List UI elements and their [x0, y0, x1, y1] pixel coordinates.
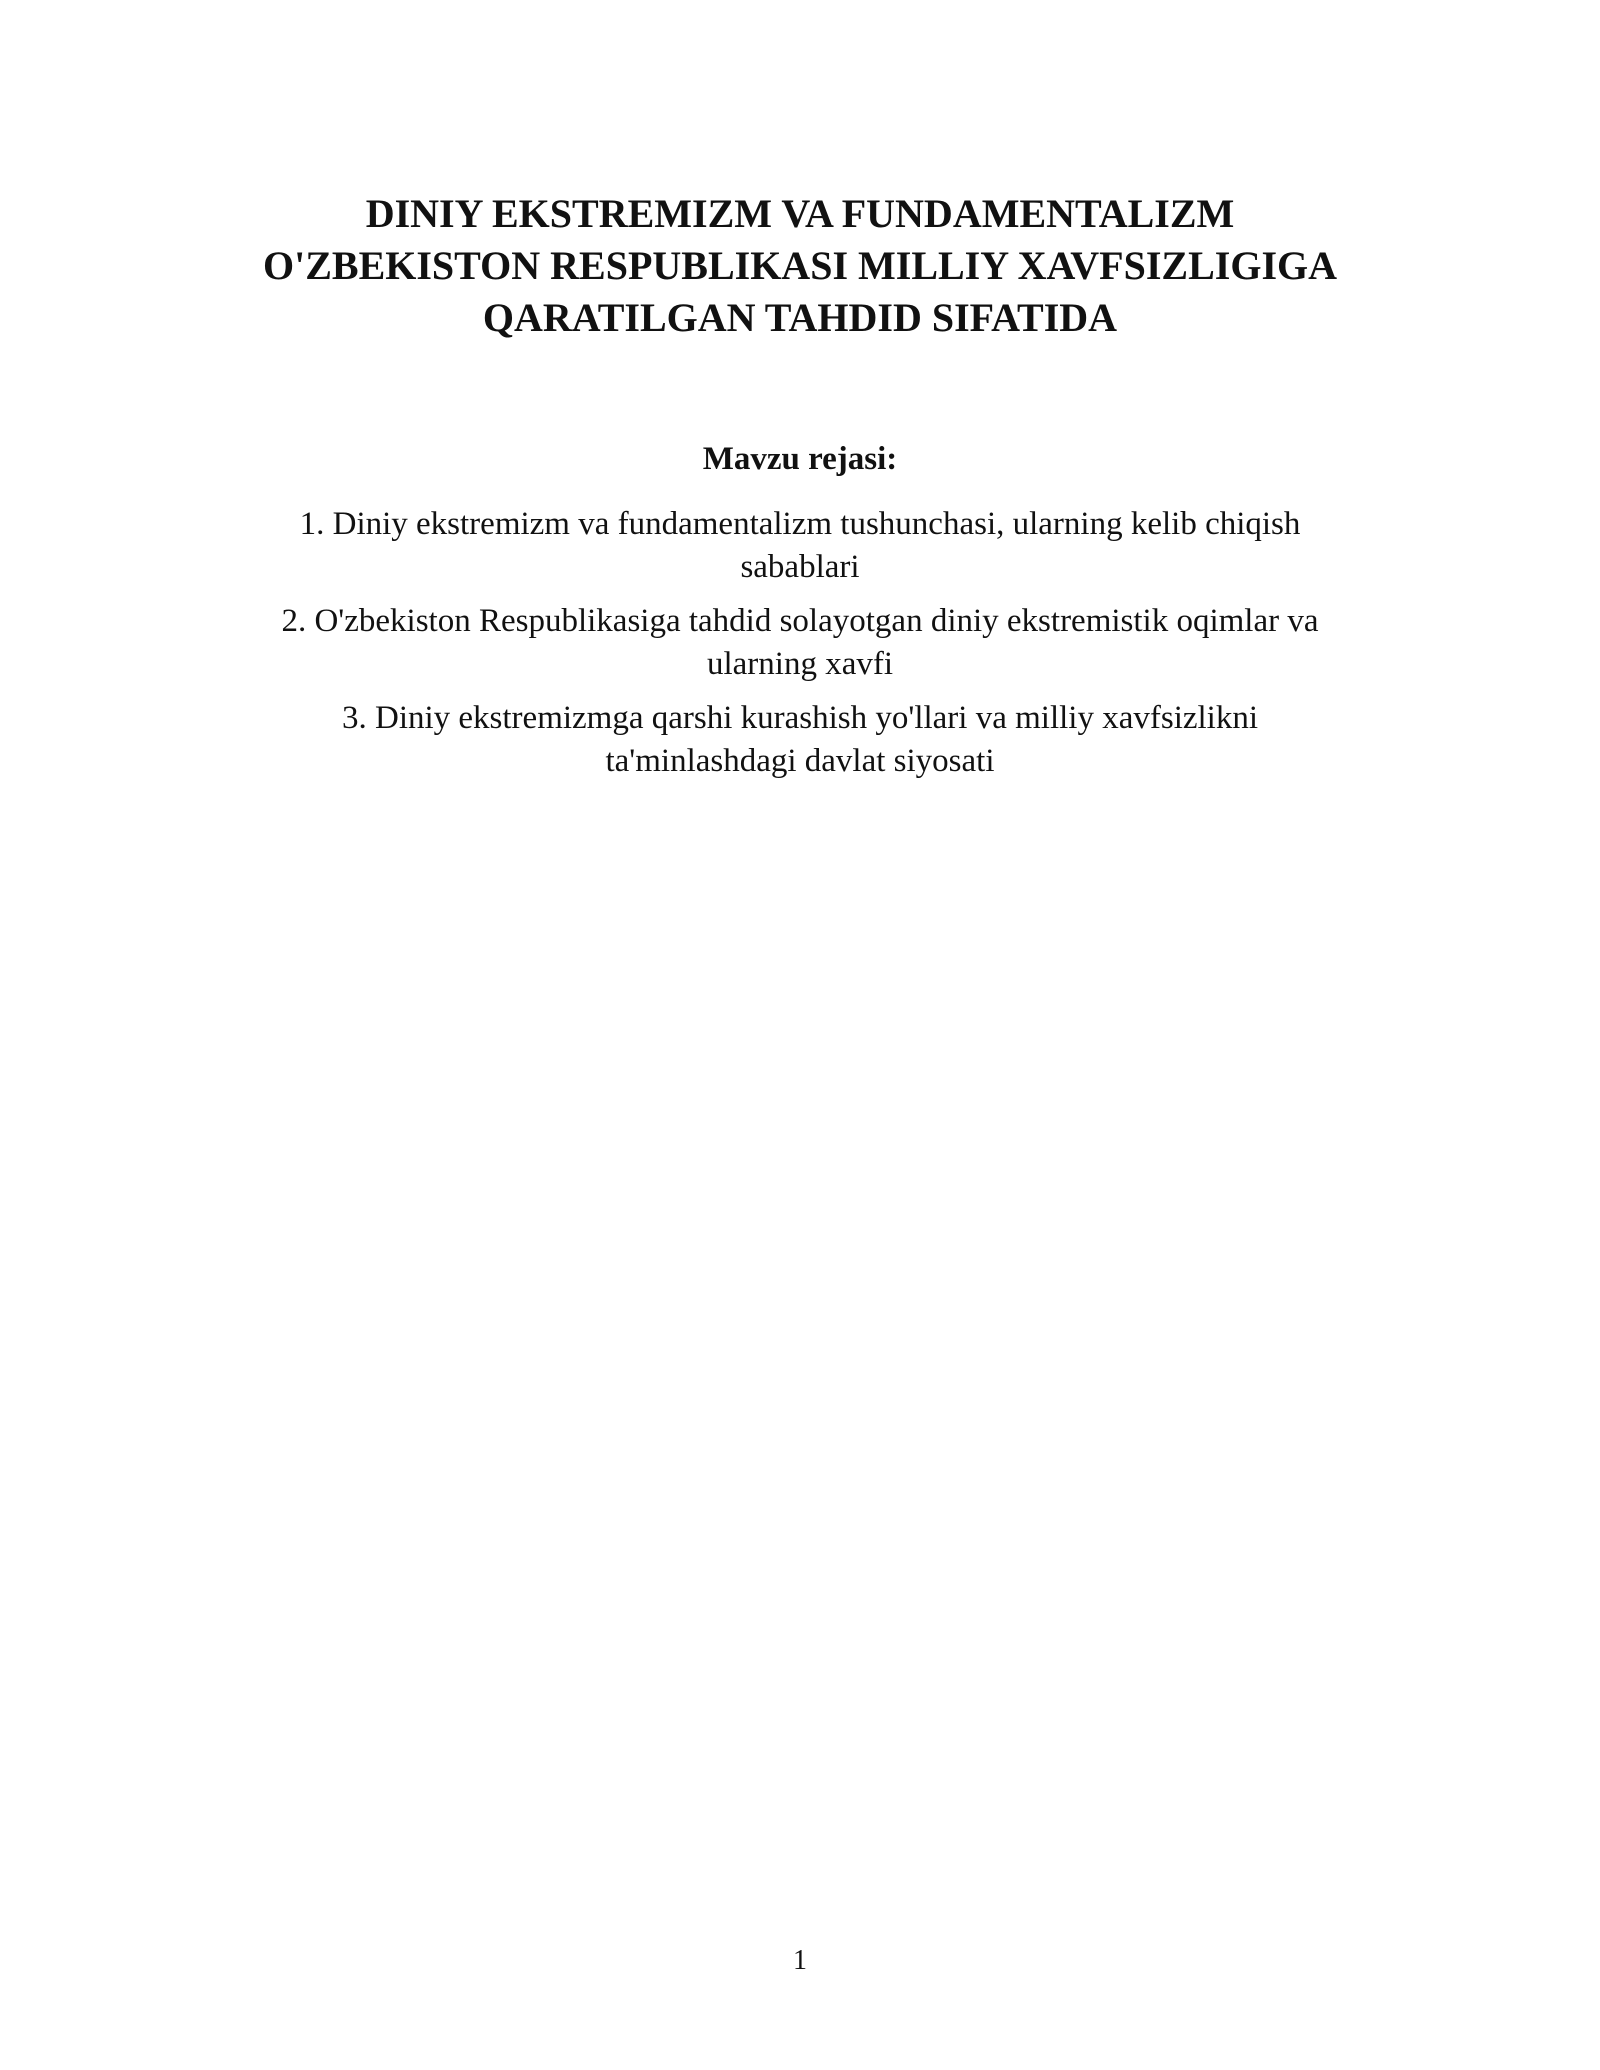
plan-item-2: [200, 600, 1400, 686]
title-line-3: QARATILGAN TAHDID SIFATIDA: [482, 295, 1118, 340]
document-title: [200, 188, 1400, 344]
plan-item-2-line-1: 2. O'zbekiston Respublikasiga tahdid solayotgan diniy ekstremistik oqimlar va: [281, 603, 1319, 639]
plan-item-3-line-1: 3. Diniy ekstremizmga qarshi kurashish yo'llari va milliy xavfsizlikni: [341, 700, 1259, 736]
plan-item-3: [200, 697, 1400, 783]
title-line-1: DINIY EKSTREMIZM VA FUNDAMENTALIZM: [365, 191, 1235, 236]
page-number: 1: [793, 1945, 807, 1976]
title-line-2: O'ZBEKISTON RESPUBLIKASI MILLIY XAVFSIZLIGIGA: [262, 243, 1338, 288]
plan-list: [200, 503, 1400, 794]
plan-item-3-line-2: ta'minlashdagi davlat siyosati: [605, 743, 995, 779]
plan-heading: Mavzu rejasi:: [702, 441, 898, 477]
plan-item-2-line-2: ularning xavfi: [706, 646, 894, 682]
plan-item-1-line-1: 1. Diniy ekstremizm va fundamentalizm tushunchasi, ularning kelib chiqish: [299, 506, 1301, 542]
plan-item-1: [200, 503, 1400, 589]
plan-item-1-line-2: sabablari: [740, 549, 860, 585]
